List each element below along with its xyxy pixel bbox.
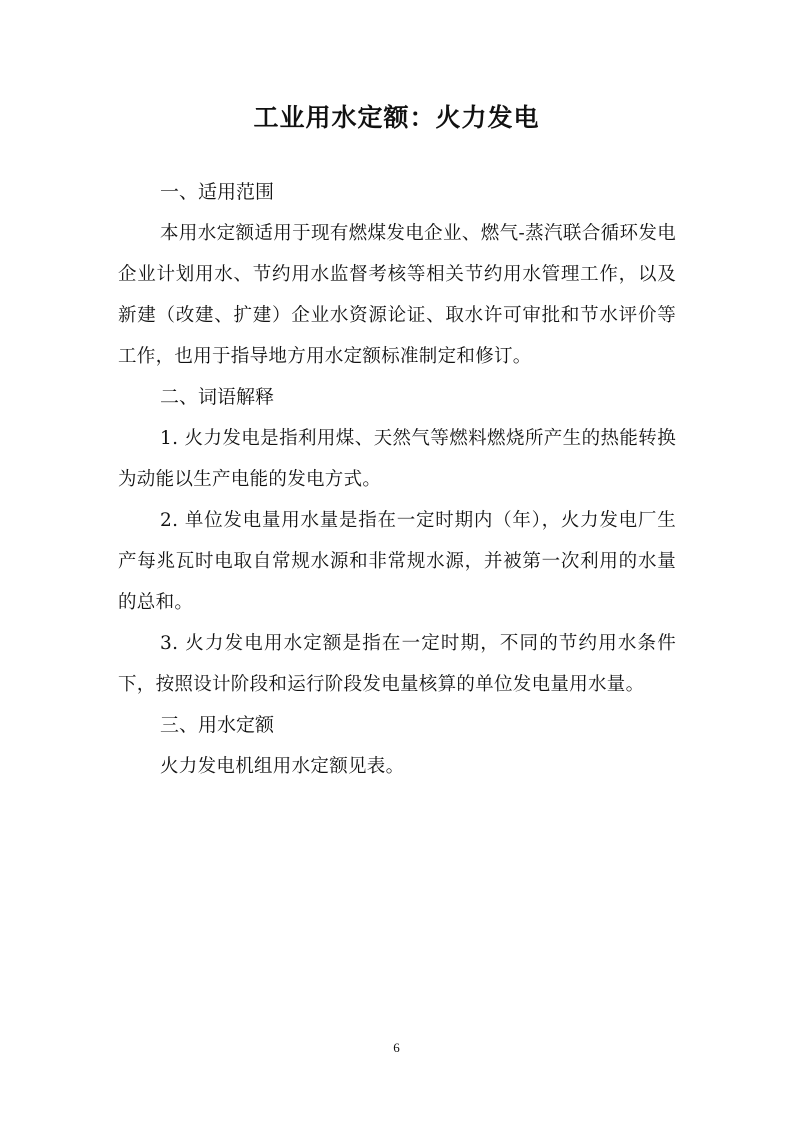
section-heading-definitions: 二、词语解释 bbox=[160, 386, 275, 408]
document-body bbox=[118, 172, 676, 787]
section-heading-scope: 一、适用范围 bbox=[160, 181, 275, 203]
definition-paragraph-1: 1. 火力发电是指利用煤、天然气等燃料燃烧所产生的热能转换为动能以生产电能的发电方式。 bbox=[118, 428, 676, 490]
definition-paragraph-2: 2. 单位发电量用水量是指在一定时期内（年），火力发电厂生产每兆瓦时电取自常规水源和非常规水源，并被第一次利用的水量的总和。 bbox=[118, 510, 676, 613]
quota-paragraph: 火力发电机组用水定额见表。 bbox=[160, 756, 405, 777]
definition-paragraph-3: 3. 火力发电用水定额是指在一定时期，不同的节约用水条件下，按照设计阶段和运行阶段发电量核算的单位发电量用水量。 bbox=[118, 633, 676, 695]
document-title: 工业用水定额：火力发电 bbox=[253, 103, 540, 132]
page-number: 6 bbox=[393, 1040, 400, 1055]
scope-paragraph: 本用水定额适用于现有燃煤发电企业、燃气-蒸汽联合循环发电企业计划用水、节约用水监督考核等相关节约用水管理工作，以及新建（改建、扩建）企业水资源论证、取水许可审批和节水评价等工作，也用于指导地方用水定额标准制定和修订。 bbox=[118, 223, 676, 367]
section-heading-quota: 三、用水定额 bbox=[160, 714, 275, 736]
